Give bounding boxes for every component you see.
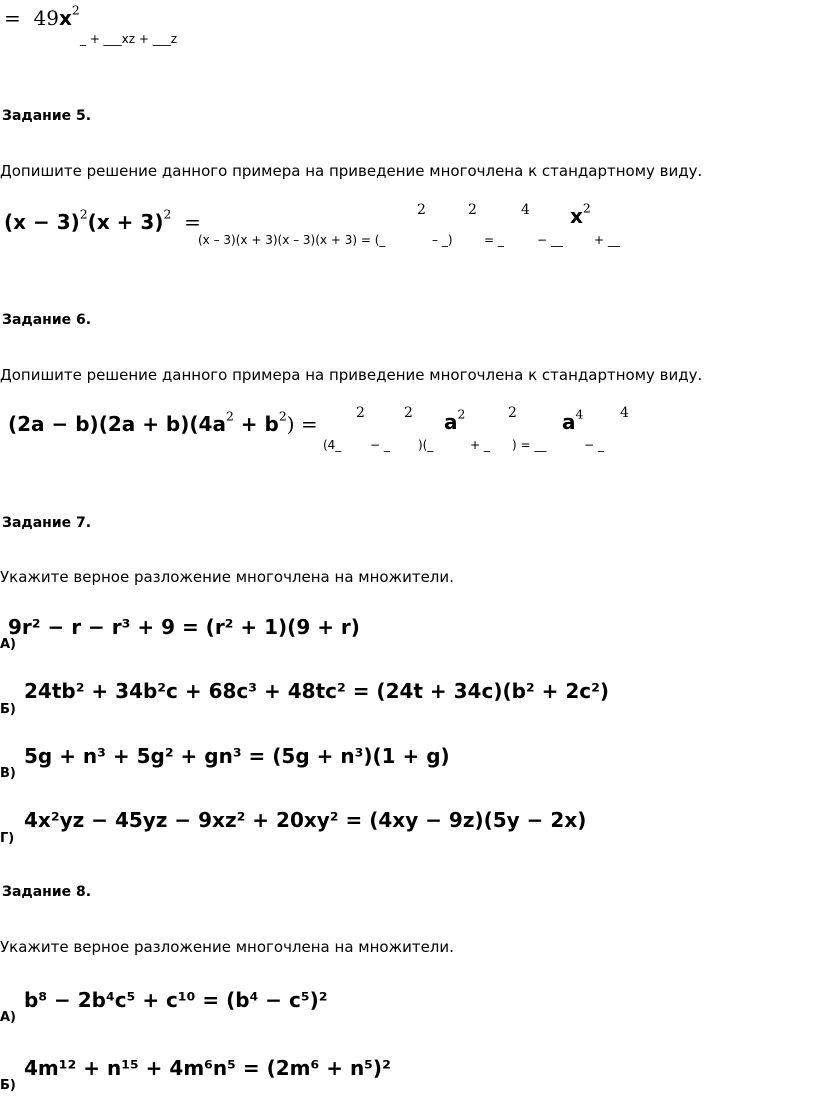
task5-expression [4, 206, 201, 234]
task6-float-var-a-exp: 2 [457, 406, 466, 422]
task5-float-exp-3: 4 [521, 202, 530, 218]
task5-float-var [570, 200, 591, 228]
task6-float-exp-2: 2 [404, 405, 413, 421]
top-exp: 2 [71, 2, 80, 18]
task6-expr-b: + b [233, 412, 279, 436]
task8-option-a-label: А) [0, 1010, 17, 1025]
task5-work-plus: + __ [594, 233, 620, 247]
task8-heading: Задание 8. [2, 884, 92, 900]
task7-option-b-formula: 24tb² + 34b²c + 68c³ + 48tc² = (24t + 34c)(b² + 2c²) [24, 679, 610, 703]
task6-float-exp-1: 2 [356, 405, 365, 421]
task6-float-var-a [444, 406, 466, 434]
task6-work-5: ) = __ [512, 438, 547, 452]
task8-instruction: Укажите верное разложение многочлена на множители. [0, 938, 454, 956]
task5-work-mid: – _) [432, 233, 453, 247]
task6-expression [8, 408, 318, 436]
task6-work-1: (4_ [323, 438, 342, 452]
task6-float-exp-4: 4 [620, 405, 629, 421]
top-var: x [58, 6, 72, 30]
task6-float-var-a-letter: a [444, 410, 458, 434]
task6-instruction: Допишите решение данного примера на приведение многочлена к стандартному виду. [0, 366, 703, 384]
task5-expr-a-exp: 2 [79, 206, 88, 222]
task8-option-b-formula: 4m¹² + n¹⁵ + 4m⁶n⁵ = (2m⁶ + n⁵)² [24, 1056, 391, 1080]
task6-work-3: )(_ [418, 438, 434, 452]
task5-float-var-x: x [570, 204, 583, 228]
task6-float-var-b [562, 406, 584, 434]
task5-expr-a: (x − 3) [4, 210, 80, 234]
task6-expr-a-exp: 2 [225, 408, 234, 424]
task5-work: (x – 3)(x + 3)(x – 3)(x + 3) = (_ [198, 233, 386, 247]
task7-option-d-formula: 4x²yz − 45yz − 9xz² + 20xy² = (4xy − 9z)(5y − 2x) [24, 808, 587, 832]
task8-option-a-formula: b⁸ − 2b⁴c⁵ + c¹⁰ = (b⁴ − c⁵)² [24, 988, 328, 1012]
task5-expr-b: (x + 3) [87, 210, 164, 234]
task7-option-c-formula: 5g + n³ + 5g² + gn³ = (5g + n³)(1 + g) [24, 744, 450, 768]
task5-expr-b-exp: 2 [163, 206, 172, 222]
task6-float-var-b-letter: a [562, 410, 576, 434]
task8-option-b-label: Б) [0, 1078, 16, 1093]
task7-option-d-label: Г) [0, 831, 15, 846]
top-coef: 49 [33, 6, 59, 30]
task6-expr-a: (2a − b)(2a + b)(4a [8, 412, 226, 436]
task5-float-exp-2: 2 [468, 202, 477, 218]
task5-work-eq: = _ [484, 233, 504, 247]
task5-float-exp-1: 2 [417, 202, 426, 218]
task7-option-a-label: А) [0, 637, 17, 652]
task7-instruction: Укажите верное разложение многочлена на множители. [0, 568, 454, 586]
task6-work-2: − _ [370, 438, 390, 452]
top-blanks: _ + ___xz + ___z [80, 32, 178, 46]
task5-float-var-exp: 2 [582, 200, 591, 216]
task5-instruction: Допишите решение данного примера на приведение многочлена к стандартному виду. [0, 162, 703, 180]
task6-expr-end: ) = [286, 412, 318, 436]
top-equals: = [4, 6, 21, 30]
task6-work-4: + _ [470, 438, 490, 452]
task6-heading: Задание 6. [2, 312, 92, 328]
task6-float-exp-3: 2 [508, 405, 517, 421]
task5-equals: = [184, 210, 201, 234]
task7-option-b-label: Б) [0, 702, 16, 717]
task6-float-var-b-exp: 4 [575, 406, 584, 422]
task7-option-c-label: В) [0, 766, 16, 781]
task5-heading: Задание 5. [2, 108, 92, 124]
task7-heading: Задание 7. [2, 515, 92, 531]
task6-work-6: − _ [584, 438, 604, 452]
task7-option-a-formula: 9r² − r − r³ + 9 = (r² + 1)(9 + r) [8, 615, 360, 639]
task6-expr-b-exp: 2 [278, 408, 287, 424]
top-equation [4, 2, 80, 30]
task5-work-minus: − __ [537, 233, 563, 247]
